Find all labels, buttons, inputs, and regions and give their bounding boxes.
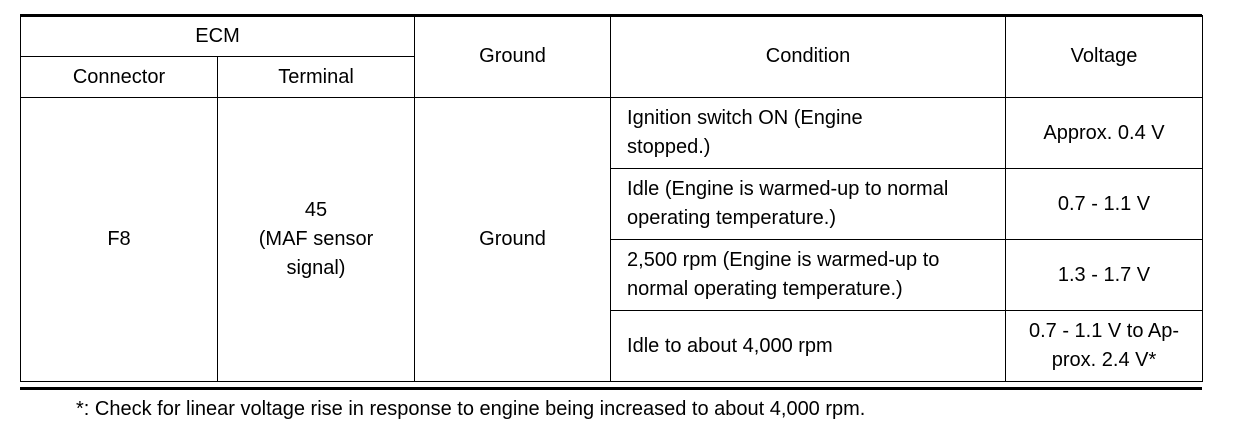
condition-cell [611,240,1006,311]
voltage-line1: 0.7 - 1.1 V [1057,192,1151,215]
condition-cell [611,98,1006,169]
condition-line2: normal operating temperature.) [627,278,903,300]
header-ecm: ECM [21,16,415,57]
ecm-terminal-table [20,15,1203,382]
voltage-line1: 0.7 - 1.1 V to Ap- [1028,320,1180,342]
terminal-cell [218,98,415,382]
terminal-number: 45 [304,199,328,221]
footnote: *: Check for linear voltage rise in response to engine being increased to about 4,000 rpm. [76,398,866,420]
header-row-1 [21,16,1203,57]
terminal-signal-line2: signal) [286,257,346,279]
table-row [21,98,1203,169]
condition-line1: Idle to about 4,000 rpm [627,334,833,357]
condition-line1: Idle (Engine is warmed-up to normal [627,178,949,200]
condition-line1: 2,500 rpm (Engine is warmed-up to [627,249,940,271]
voltage-line1: 1.3 - 1.7 V [1057,263,1151,286]
voltage-cell [1006,98,1203,169]
connector-cell: F8 [21,98,218,382]
condition-cell [611,311,1006,382]
header-condition: Condition [611,16,1006,98]
header-terminal: Terminal [218,57,415,98]
header-ground: Ground [415,16,611,98]
voltage-cell [1006,240,1203,311]
voltage-cell [1006,311,1203,382]
voltage-line2: prox. 2.4 V* [1051,349,1157,371]
terminal-signal-line1: (MAF sensor [258,228,374,250]
ground-cell: Ground [415,98,611,382]
header-voltage: Voltage [1006,16,1203,98]
condition-line2: operating temperature.) [627,207,837,229]
table-bottom-rule [20,387,1202,390]
header-connector: Connector [21,57,218,98]
condition-line1: Ignition switch ON (Engine [627,107,863,129]
condition-line2: stopped.) [627,136,711,158]
voltage-line1: Approx. 0.4 V [1043,121,1165,144]
condition-cell [611,169,1006,240]
voltage-cell [1006,169,1203,240]
